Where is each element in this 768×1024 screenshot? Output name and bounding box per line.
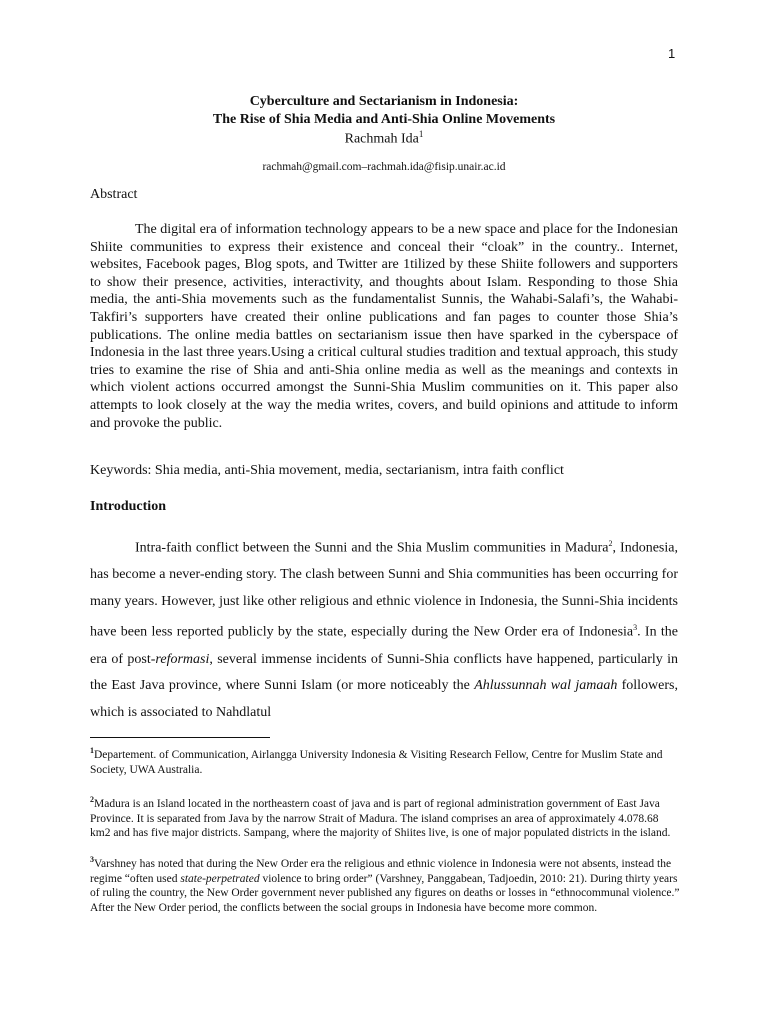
introduction-paragraph bbox=[90, 531, 678, 726]
footnote-3-italic: state-perpetrated bbox=[180, 872, 260, 885]
footnote-3-text: violence to bring order” (Varshney, Panggabean, Tadjoedin, 2010: 21). During thirty years of ruling the country, the New Order government never published any figures on deaths or losses in “ethnocommunal violence.” After the New Order period, the conflicts between the social groups in Indonesia have become more common. bbox=[90, 872, 680, 915]
author-email: rachmah@gmail.com–rachmah.ida@fisip.unair.ac.id bbox=[262, 161, 506, 173]
footnote-1-mark: 1 bbox=[90, 746, 94, 755]
footnote-3 bbox=[90, 853, 680, 916]
footnote-3-text: Varshney has noted that during the New Order era the religious and ethnic violence in Indonesia were not absents, instead the regime “often used bbox=[90, 857, 672, 885]
footnote-2-mark: 2 bbox=[90, 795, 94, 804]
intro-text-part: , several immense incidents of Sunni-Shia conflicts have happened, particularly in the East Java province, where Sunni Islam (or more noticeably the bbox=[90, 651, 678, 694]
footnote-2 bbox=[90, 793, 680, 841]
footnote-separator bbox=[90, 737, 270, 738]
introduction-heading: Introduction bbox=[90, 499, 166, 514]
footnote-3-mark: 3 bbox=[90, 855, 94, 864]
author bbox=[0, 129, 768, 148]
abstract-text: The digital era of information technology appears to be a new space and place for the Indonesian Shiite communities to express their existence and conceal their “cloak” in the country.. Internet, websites, Facebook pages, Blog spots, and Twitter are 1tilized by these Shiite followers and supporters to show their presence, activities, interactivity, and thoughts about Islam. Responding to those Shia media, the anti-Shia movements such as the fundamentalist Sunnis, the Wahabi-Salafi’s, the Wahabi-Takfiri’s supporters have created their online publications and fan pages to counter those Shia’s publications. The online media battles on sectarianism issue then have sparked in the cyberspace of Indonesia in the last three years.Using a critical cultural studies tradition and textual approach, this study tries to examine the rise of Shia and anti-Shia online media as well as the meanings and contexts in which violent actions occurred amongst the Sunni-Shia Muslim communities on it. This paper also attempts to look closely at the way the media writes, covers, and build opinions and attitude to inform and provoke the public. bbox=[90, 222, 678, 431]
footnote-1-text: Departement. of Communication, Airlangga University Indonesia & Visiting Research Fellow, Centre for Muslim State and Society, UWA Australia. bbox=[90, 748, 663, 776]
author-footnote-mark: 1 bbox=[418, 129, 424, 139]
page-number: 1 bbox=[668, 46, 676, 61]
author-name: Rachmah Ida bbox=[344, 131, 419, 147]
intro-text-part: Intra-faith conflict between the Sunni and the Shia Muslim communities in Madura bbox=[135, 540, 609, 556]
intro-italic-term: Ahlussunnah wal jamaah bbox=[474, 678, 618, 694]
intro-text-part: . In the era of post- bbox=[90, 625, 679, 667]
intro-text-part: , Indonesia, has become a never-ending story. The clash between Sunni and Shia communities has been occurring for many years. However, just like other religious and ethnic violence in Indonesia, the Sunni-Shia incidents have been less reported publicly by the state, especially during the New Order era of Indonesia bbox=[90, 540, 678, 641]
abstract-heading: Abstract bbox=[90, 187, 138, 202]
footnote-ref-3: 3 bbox=[633, 623, 638, 633]
keywords: Keywords: Shia media, anti-Shia movement, media, sectarianism, intra faith conflict bbox=[90, 463, 564, 478]
intro-text-part: followers, which is associated to Nahdlatul bbox=[90, 678, 678, 720]
footnote-ref-2: 2 bbox=[608, 539, 613, 548]
intro-italic-term: reformasi bbox=[155, 651, 210, 667]
title-line-2: The Rise of Shia Media and Anti-Shia Online Movements bbox=[212, 112, 556, 127]
title-line-1: Cyberculture and Sectarianism in Indonesia: bbox=[249, 94, 519, 109]
footnote-1 bbox=[90, 744, 680, 777]
footnote-2-text: Madura is an Island located in the northeastern coast of java and is part of regional administration government of East Java Province. It is separated from Java by the narrow Strait of Madura. The island comprises an area of approximately 4.078.68 km2 and has five major districts. Sampang, where the majority of Shiites live, is one of major populated districts in the island. bbox=[90, 797, 671, 840]
